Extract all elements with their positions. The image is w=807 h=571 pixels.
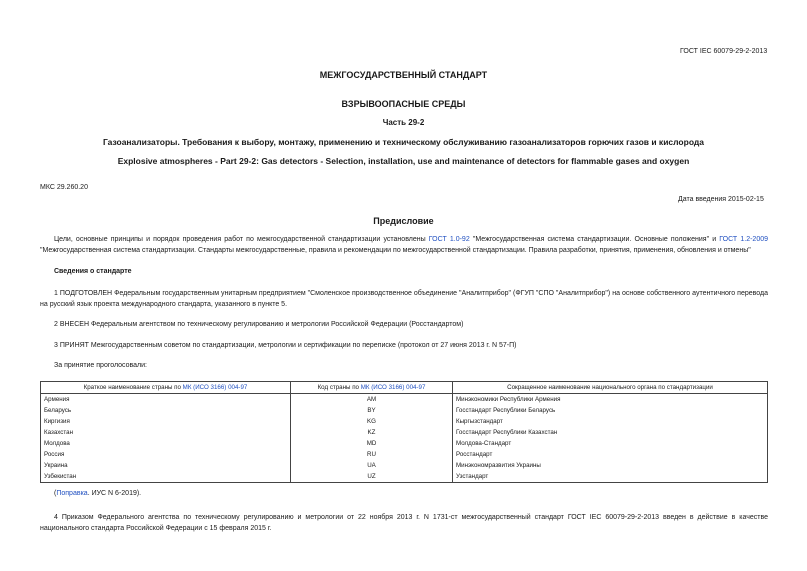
introduction-date: Дата введения 2015-02-15 (678, 196, 764, 203)
table-row (41, 394, 768, 406)
country-cell: Россия (41, 449, 291, 460)
mk-iso-3166-link[interactable]: МК (ИСО 3166) 004-97 (182, 384, 248, 391)
country-cell: Молдова (41, 438, 291, 449)
country-cell: Армения (41, 394, 291, 406)
standard-info-heading: Сведения о стандарте (54, 268, 132, 275)
org-cell: Кыргызстандарт (453, 416, 768, 427)
mk-iso-3166-code-link[interactable]: МК (ИСО 3166) 004-97 (360, 384, 426, 391)
standard-type-heading: МЕЖГОСУДАРСТВЕННЫЙ СТАНДАРТ (319, 70, 488, 80)
code-cell: RU (291, 449, 453, 460)
org-cell: Росстандарт (453, 449, 768, 460)
org-cell: Госстандарт Республики Казахстан (453, 427, 768, 438)
org-cell: Госстандарт Республики Беларусь (453, 405, 768, 416)
voting-states-table (40, 381, 768, 483)
table-row (41, 471, 768, 483)
voted-label: За принятие проголосовали: (54, 362, 147, 369)
code-cell: MD (291, 438, 453, 449)
table-row (41, 405, 768, 416)
table-header-row (41, 382, 768, 394)
country-cell: Казахстан (41, 427, 291, 438)
org-cell: Узстандарт (453, 471, 768, 483)
item-1-prepared: 1 ПОДГОТОВЛЕН Федеральным государственным унитарным предприятием "Смоленское производственное объединение "Аналитприбор" (ФГУП "СПО "Аналитприбор") на основе собственного аутентичного перевода на русский язык проекта международного стандарта, указанного в пункте 5. (40, 290, 768, 308)
code-cell: UZ (291, 471, 453, 483)
table-row (41, 416, 768, 427)
country-cell: Узбекистан (41, 471, 291, 483)
gost-1-2-2009-link[interactable]: ГОСТ 1.2-2009 (719, 236, 768, 243)
code-cell: UA (291, 460, 453, 471)
subtitle-russian: Газоанализаторы. Требования к выбору, монтажу, применению и техническому обслуживанию газоанализаторов горючих газов и кислорода (102, 137, 705, 147)
item-3-adopted: 3 ПРИНЯТ Межгосударственным советом по стандартизации, метрологии и сертификации по переписке (протокол от 27 июня 2013 г. N 57-П) (54, 342, 517, 349)
subtitle-english: Explosive atmospheres - Part 29-2: Gas detectors - Selection, installation, use and maintenance of detectors for flammable gases and oxygen (117, 156, 690, 166)
table-row (41, 460, 768, 471)
org-cell: Минэкономики Республики Армения (453, 394, 768, 406)
org-cell: Молдова-Стандарт (453, 438, 768, 449)
document-code: ГОСТ IEC 60079-29-2-2013 (680, 48, 768, 55)
mks-code: МКС 29.260.20 (40, 184, 88, 191)
country-cell: Украина (41, 460, 291, 471)
code-cell: BY (291, 405, 453, 416)
preface-heading: Предисловие (373, 216, 434, 226)
header-country-name: Краткое наименование страны по МК (ИСО 3166) 004-97 (41, 382, 291, 394)
preface-paragraph-1: Цели, основные принципы и порядок проведения работ по межгосударственной стандартизации установлены ГОСТ 1.0-92 "Межгосударственная система стандартизации. Основные положения" и ГОСТ 1.2-2009 "Межгосударственная система стандартизации. Стандарты межгосударственные, правила и рекомендации по межгосударственной стандартизации. Правила разработки, принятия, применения, обновления и отмены" (40, 236, 768, 254)
main-title: ВЗРЫВООПАСНЫЕ СРЕДЫ (341, 99, 466, 109)
item-4-order: 4 Приказом Федерального агентства по техническому регулированию и метрологии от 22 ноября 2013 г. N 1731-ст межгосударственный стандарт ГОСТ IEC 60079-29-2-2013 введен в действие в качестве национального стандарта Российской Федерации с 15 февраля 2015 г. (40, 514, 768, 532)
gost-1-0-92-link[interactable]: ГОСТ 1.0-92 (428, 236, 470, 243)
code-cell: AM (291, 394, 453, 406)
amendment-note: (Поправка. ИУС N 6-2019). (54, 490, 142, 497)
amendment-link[interactable]: Поправка (56, 490, 88, 497)
country-cell: Беларусь (41, 405, 291, 416)
country-cell: Киргизия (41, 416, 291, 427)
code-cell: KZ (291, 427, 453, 438)
item-2-submitted: 2 ВНЕСЕН Федеральным агентством по техническому регулированию и метрологии Российской Федерации (Росстандартом) (54, 321, 464, 328)
header-national-body: Сокращенное наименование национального органа по стандартизации (453, 382, 768, 394)
table-row (41, 427, 768, 438)
code-cell: KG (291, 416, 453, 427)
org-cell: Минэкономразвития Украины (453, 460, 768, 471)
table-row (41, 449, 768, 460)
part-title: Часть 29-2 (382, 118, 425, 127)
table-row (41, 438, 768, 449)
header-country-code: Код страны по МК (ИСО 3166) 004-97 (291, 382, 453, 394)
